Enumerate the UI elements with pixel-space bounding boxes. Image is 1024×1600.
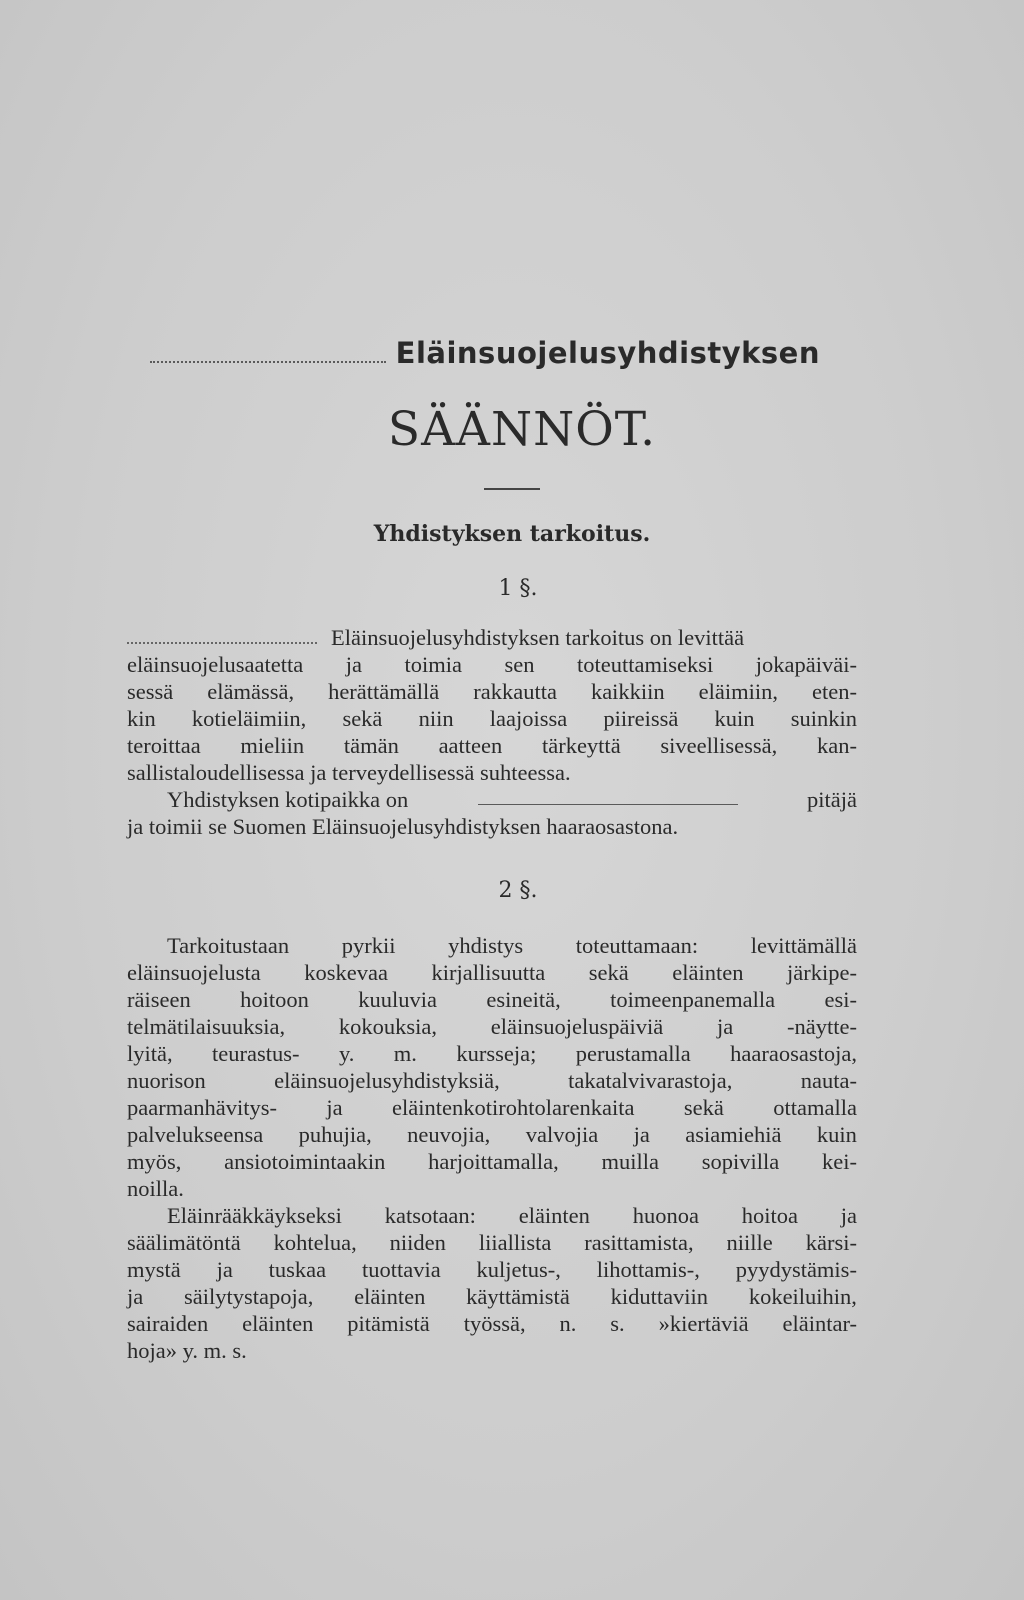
word: pyydystämis- <box>735 1257 857 1282</box>
word: tämän <box>343 733 399 758</box>
word: pyrkii <box>341 933 396 958</box>
word: nuorison <box>127 1068 206 1093</box>
word: hoitoon <box>240 987 309 1012</box>
word: aatteen <box>438 733 503 758</box>
word: niille <box>726 1230 773 1255</box>
leader-dots <box>150 361 386 363</box>
word: tuskaa <box>268 1257 327 1282</box>
word: kuljetus-, <box>476 1257 561 1282</box>
word: sekä <box>588 960 629 985</box>
word: työssä, <box>463 1311 526 1336</box>
text-line <box>127 986 857 1013</box>
word: lyitä, <box>127 1041 173 1066</box>
word: katsotaan: <box>384 1203 476 1228</box>
word: lihottamis-, <box>596 1257 700 1282</box>
word: haaraosastoja, <box>730 1041 857 1066</box>
document-title: SÄÄNNÖT. <box>387 402 657 457</box>
word: toteuttamiseksi <box>577 652 714 677</box>
word: -näytte- <box>786 1014 857 1039</box>
word: kohtelua, <box>273 1230 357 1255</box>
word: ansiotoimintaakin <box>224 1149 386 1174</box>
organization-line <box>150 336 820 370</box>
title-divider <box>484 488 540 490</box>
paragraph-2 <box>127 932 857 1364</box>
word: siveellisessä, <box>660 733 778 758</box>
text-line: noilla. <box>127 1176 184 1201</box>
text-line <box>127 1013 857 1040</box>
word: hoitoa <box>741 1203 798 1228</box>
word: suinkin <box>790 706 857 731</box>
word: sessä <box>127 679 174 704</box>
word: neuvojia, <box>407 1122 491 1147</box>
word: myös, <box>127 1149 182 1174</box>
word: liiallista <box>478 1230 552 1255</box>
word: takatalvivarastoja, <box>568 1068 733 1093</box>
word: telmätilaisuuksia, <box>127 1014 286 1039</box>
word: kuin <box>714 706 755 731</box>
word: niiden <box>389 1230 446 1255</box>
word: ja <box>840 1203 857 1228</box>
word: perustamalla <box>575 1041 691 1066</box>
text-line <box>127 959 857 986</box>
word: eläinsuojeluspäiviä <box>490 1014 664 1039</box>
word: ja <box>326 1095 343 1120</box>
text-line <box>127 1148 857 1175</box>
word: sekä <box>342 706 383 731</box>
word: kotieläimiin, <box>191 706 307 731</box>
text-line <box>127 624 857 651</box>
text-line-with-blank <box>127 786 857 813</box>
word: kokeiluihin, <box>748 1284 857 1309</box>
word: jokapäiväi- <box>755 652 857 677</box>
word: piireissä <box>603 706 679 731</box>
text-line <box>127 1202 857 1229</box>
text-line <box>127 1229 857 1256</box>
word: muilla <box>601 1149 659 1174</box>
word: kiduttaviin <box>610 1284 709 1309</box>
word: ja <box>345 652 362 677</box>
text-line-content: Yhdistyksen kotipaikka on <box>167 787 409 812</box>
word: eläinsuojelusaatetta <box>127 652 304 677</box>
word: Tarkoitustaan <box>167 933 290 958</box>
word: eläinsuojelusyhdistyksiä, <box>274 1068 500 1093</box>
word: nauta- <box>800 1068 857 1093</box>
word: kirjallisuutta <box>431 960 546 985</box>
organization-name: Eläinsuojelusyhdistyksen <box>395 336 820 370</box>
word: eläimiin, <box>698 679 779 704</box>
word: kursseja; <box>456 1041 537 1066</box>
word: rakkautta <box>473 679 557 704</box>
fill-in-blank <box>478 786 738 805</box>
text-line <box>127 678 857 705</box>
word: niin <box>418 706 454 731</box>
word: s. <box>610 1311 625 1336</box>
word: esineitä, <box>486 987 561 1012</box>
word: palvelukseensa <box>127 1122 264 1147</box>
word: eläinten <box>242 1311 314 1336</box>
word: sopivilla <box>701 1149 780 1174</box>
word: kei- <box>821 1149 857 1174</box>
word: n. <box>559 1311 577 1336</box>
word: järkipe- <box>787 960 857 985</box>
word: laajoissa <box>489 706 568 731</box>
word: ja <box>633 1122 650 1147</box>
word: säilytystapoja, <box>184 1284 314 1309</box>
word: rasittamista, <box>584 1230 694 1255</box>
text-line <box>127 1283 857 1310</box>
word: elämässä, <box>207 679 295 704</box>
word: ja <box>127 1284 144 1309</box>
section-heading: Yhdistyksen tarkoitus. <box>373 521 651 547</box>
word: eläinten <box>672 960 744 985</box>
word: eläinten <box>354 1284 426 1309</box>
text-line <box>127 1067 857 1094</box>
word: käyttämistä <box>466 1284 570 1309</box>
word: eläintar- <box>782 1311 857 1336</box>
text-line <box>127 651 857 678</box>
word: teroittaa <box>127 733 201 758</box>
text-line-content: pitäjä <box>807 787 857 812</box>
word: sen <box>504 652 535 677</box>
word: »kiertäviä <box>658 1311 749 1336</box>
word: säälimätöntä <box>127 1230 241 1255</box>
word: tuottavia <box>361 1257 441 1282</box>
text-line <box>127 1310 857 1337</box>
word: tärkeyttä <box>541 733 621 758</box>
text-line <box>127 1094 857 1121</box>
word: eten- <box>812 679 857 704</box>
word: ja <box>216 1257 233 1282</box>
text-line <box>127 932 857 959</box>
word: harjoittamalla, <box>428 1149 559 1174</box>
paragraph-mark-1: 1 §. <box>498 576 538 601</box>
word: kuuluvia <box>358 987 438 1012</box>
text-line: ja toimii se Suomen Eläinsuojelusyhdistyksen haaraosastona. <box>127 814 679 839</box>
word: valvojia <box>525 1122 599 1147</box>
word: koskevaa <box>304 960 388 985</box>
word: ottamalla <box>773 1095 857 1120</box>
text-line <box>127 705 857 732</box>
text-line <box>127 732 857 759</box>
word: kärsi- <box>805 1230 857 1255</box>
word: mystä <box>127 1257 181 1282</box>
word: esi- <box>824 987 857 1012</box>
word: kuin <box>816 1122 857 1147</box>
word: toteuttamaan: <box>575 933 699 958</box>
word: eläinten <box>518 1203 590 1228</box>
text-line <box>127 1121 857 1148</box>
word: kaikkiin <box>590 679 665 704</box>
word: toimeenpanemalla <box>610 987 776 1012</box>
word: kin <box>127 706 156 731</box>
word: asiamiehiä <box>685 1122 782 1147</box>
word: teurastus- <box>212 1041 300 1066</box>
text-line <box>127 1256 857 1283</box>
word: eläinsuojelusta <box>127 960 261 985</box>
word: levittämällä <box>750 933 857 958</box>
word: herättämällä <box>328 679 440 704</box>
word: kokouksia, <box>338 1014 437 1039</box>
word: ja <box>716 1014 734 1039</box>
word: y. <box>338 1041 355 1066</box>
leader-dots <box>127 624 317 644</box>
word: yhdistys <box>448 933 524 958</box>
word: paarmanhävitys- <box>127 1095 277 1120</box>
word: sairaiden <box>127 1311 209 1336</box>
word: Eläinrääkkäykseksi <box>167 1203 342 1228</box>
text-line <box>127 1040 857 1067</box>
paragraph-mark-2: 2 §. <box>498 878 538 903</box>
word: mieliin <box>240 733 305 758</box>
word: pitämistä <box>347 1311 430 1336</box>
word: eläintenkotirohtolarenkaita <box>392 1095 635 1120</box>
word: räiseen <box>127 987 191 1012</box>
text-line: hoja» y. m. s. <box>127 1338 247 1363</box>
text-line: sallistaloudellisessa ja terveydellisessä suhteessa. <box>127 760 571 785</box>
word: m. <box>393 1041 417 1066</box>
word: puhujia, <box>298 1122 372 1147</box>
text-line-content: Eläinsuojelusyhdistyksen tarkoitus on levittää <box>331 625 745 650</box>
paragraph-1 <box>127 624 857 840</box>
word: toimia <box>404 652 462 677</box>
word: sekä <box>683 1095 724 1120</box>
word: huonoa <box>632 1203 699 1228</box>
word: kan- <box>816 733 857 758</box>
